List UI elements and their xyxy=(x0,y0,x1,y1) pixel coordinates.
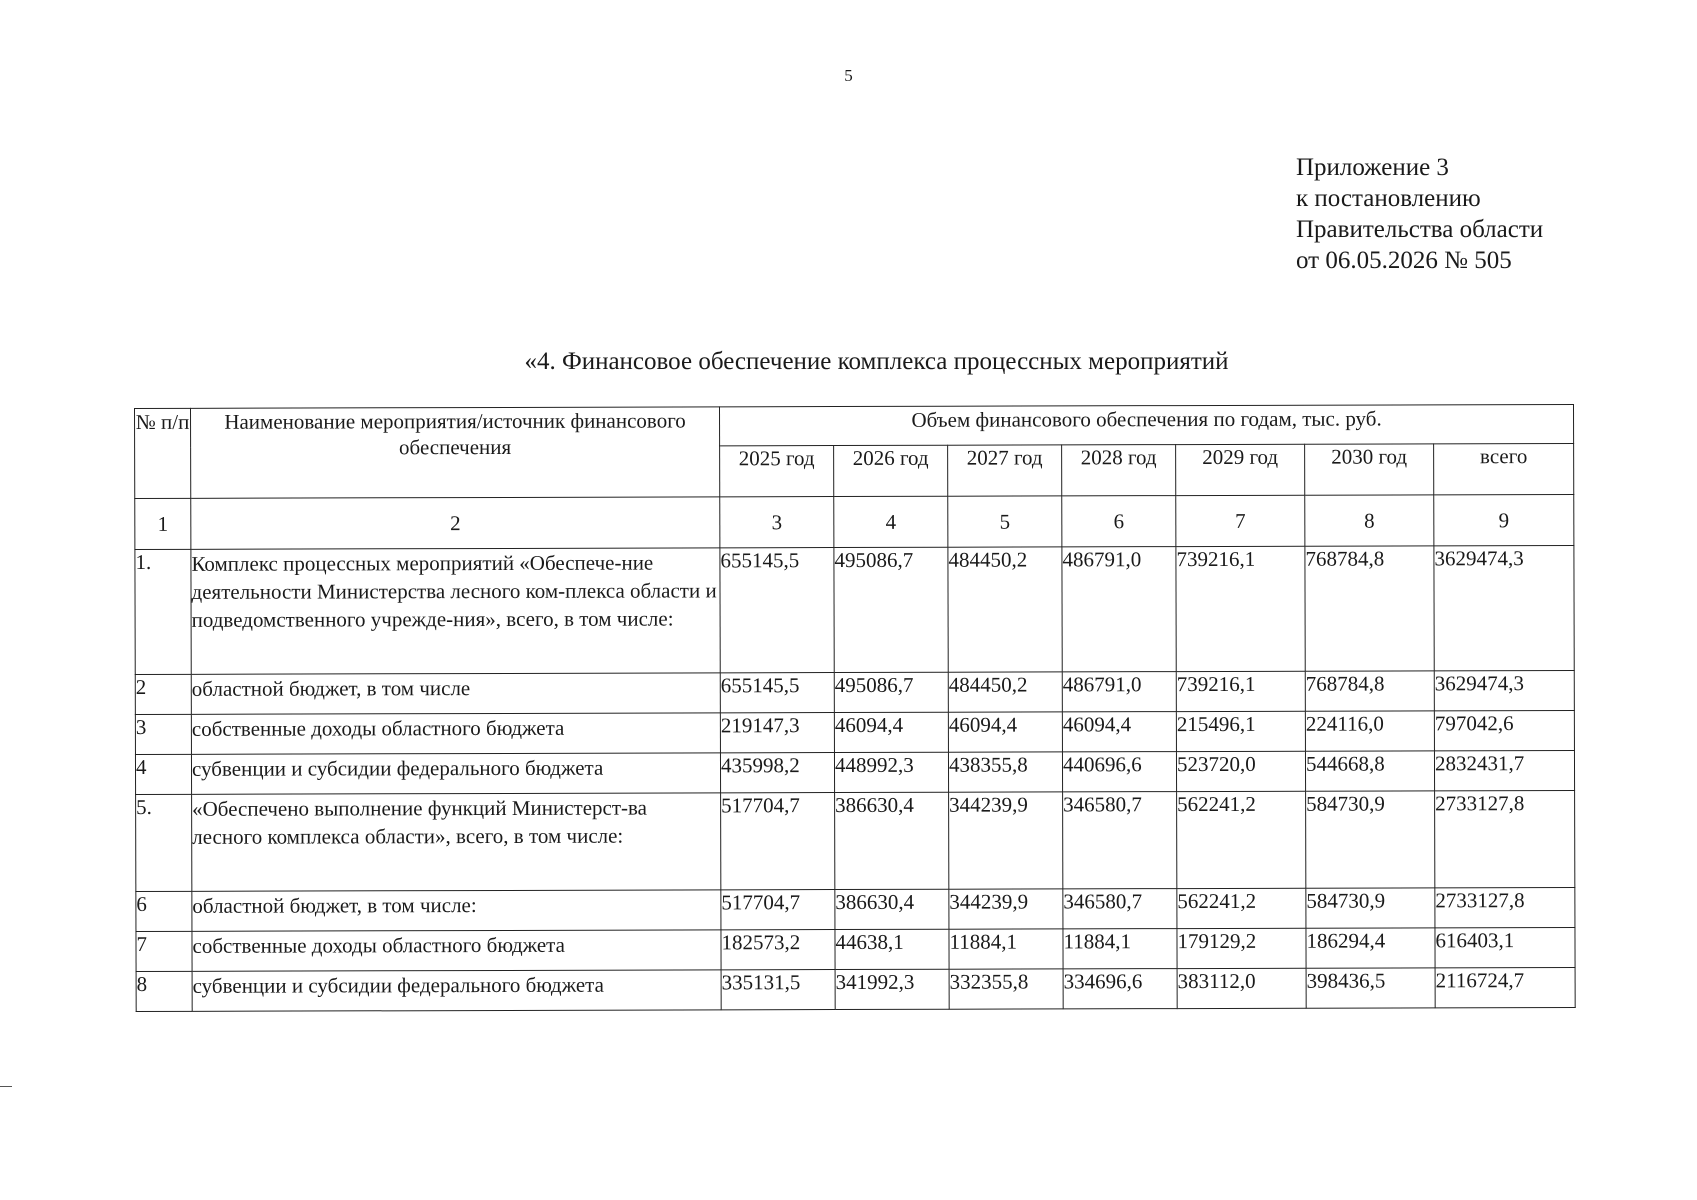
row-number: 6 xyxy=(136,891,192,931)
annex-line-1: Приложение 3 xyxy=(1296,154,1449,181)
row-total: 2733127,8 xyxy=(1435,887,1575,927)
row-number: 4 xyxy=(135,754,191,794)
row-value: 44638,1 xyxy=(835,929,949,969)
row-value: 486791,0 xyxy=(1062,547,1176,672)
row-value: 182573,2 xyxy=(721,930,835,970)
header-year: 2026 год xyxy=(834,445,948,496)
row-value: 186294,4 xyxy=(1306,928,1435,968)
row-total: 2116724,7 xyxy=(1435,967,1575,1007)
row-value: 435998,2 xyxy=(720,753,834,793)
margin-mark xyxy=(0,1086,12,1087)
header-year: 2025 год xyxy=(720,446,834,497)
row-value: 332355,8 xyxy=(949,969,1063,1009)
column-number: 1 xyxy=(135,498,191,549)
annex-line-3: Правительства области xyxy=(1296,216,1544,243)
row-value: 346580,7 xyxy=(1063,792,1177,889)
row-value: 448992,3 xyxy=(834,752,948,792)
column-numbers-row xyxy=(135,494,1574,549)
row-value: 11884,1 xyxy=(949,929,1063,969)
column-number: 6 xyxy=(1062,496,1176,547)
column-number: 7 xyxy=(1176,495,1305,546)
row-name: субвенции и субсидии федерального бюджета xyxy=(191,753,720,794)
annex-line-2: к постановлению xyxy=(1296,185,1481,212)
row-value: 739216,1 xyxy=(1176,546,1305,671)
row-value: 517704,7 xyxy=(721,793,835,890)
table-row xyxy=(136,790,1575,891)
row-total: 3629474,3 xyxy=(1434,545,1574,670)
row-value: 344239,9 xyxy=(949,792,1063,889)
row-value: 484450,2 xyxy=(948,672,1062,712)
row-name: субвенции и субсидии федерального бюджета xyxy=(192,970,721,1011)
row-name: Комплекс процессных мероприятий «Обеспече-ние деятельности Министерства лесного ком-плекса области и подведомственного учрежде-ния», всего, в том числе: xyxy=(191,548,720,674)
row-value: 438355,8 xyxy=(948,752,1062,792)
row-value: 224116,0 xyxy=(1305,711,1434,751)
row-name: собственные доходы областного бюджета xyxy=(191,713,720,754)
row-value: 562241,2 xyxy=(1177,888,1306,928)
column-number: 9 xyxy=(1434,494,1574,545)
header-year: 2027 год xyxy=(948,445,1062,496)
row-number: 7 xyxy=(136,931,192,971)
row-name: «Обеспечено выполнение функций Министерст-ва лесного комплекса области», всего, в том числе: xyxy=(192,793,721,891)
row-value: 655145,5 xyxy=(720,548,834,673)
row-value: 544668,8 xyxy=(1305,751,1434,791)
row-name: областной бюджет, в том числе: xyxy=(192,890,721,931)
document-title: «4. Финансовое обеспечение комплекса процессных мероприятий xyxy=(524,348,1229,375)
row-value: 739216,1 xyxy=(1176,671,1305,711)
table-row xyxy=(136,927,1575,971)
row-value: 655145,5 xyxy=(720,673,834,713)
header-total: всего xyxy=(1434,443,1574,494)
row-value: 386630,4 xyxy=(835,792,949,889)
header-year: 2028 год xyxy=(1062,445,1176,496)
row-value: 219147,3 xyxy=(720,713,834,753)
annex-block xyxy=(1296,152,1543,276)
row-value: 398436,5 xyxy=(1306,968,1435,1008)
financing-table xyxy=(134,404,1576,1012)
column-number: 5 xyxy=(948,496,1062,547)
column-number: 2 xyxy=(191,497,720,549)
header-year: 2029 год xyxy=(1176,444,1305,495)
row-total: 3629474,3 xyxy=(1434,670,1574,710)
table-row xyxy=(136,967,1575,1011)
row-value: 495086,7 xyxy=(834,672,948,712)
row-value: 584730,9 xyxy=(1306,791,1435,888)
row-value: 386630,4 xyxy=(835,889,949,929)
table-row xyxy=(135,670,1574,714)
table-row xyxy=(136,887,1575,931)
header-row xyxy=(135,404,1574,447)
row-value: 562241,2 xyxy=(1177,791,1306,888)
row-value: 46094,4 xyxy=(834,712,948,752)
row-value: 383112,0 xyxy=(1177,968,1306,1008)
table-row xyxy=(135,545,1574,674)
row-value: 523720,0 xyxy=(1176,751,1305,791)
row-value: 486791,0 xyxy=(1062,672,1176,712)
row-total: 616403,1 xyxy=(1435,927,1575,967)
row-total: 2832431,7 xyxy=(1434,750,1574,790)
header-volume: Объем финансового обеспечения по годам, тыс. руб. xyxy=(719,404,1573,445)
row-number: 3 xyxy=(135,714,191,754)
page-number: 5 xyxy=(844,66,853,85)
header-name: Наименование мероприятия/источник финансового обеспечения xyxy=(191,407,720,498)
table-row xyxy=(135,750,1574,794)
row-value: 344239,9 xyxy=(949,889,1063,929)
row-value: 179129,2 xyxy=(1177,928,1306,968)
row-name: собственные доходы областного бюджета xyxy=(192,930,721,971)
row-value: 584730,9 xyxy=(1306,888,1435,928)
row-total: 797042,6 xyxy=(1434,710,1574,750)
table-row xyxy=(135,710,1574,754)
annex-line-4: от 06.05.2026 № 505 xyxy=(1296,247,1512,274)
row-total: 2733127,8 xyxy=(1435,790,1575,887)
row-value: 346580,7 xyxy=(1063,889,1177,929)
row-number: 8 xyxy=(136,971,192,1011)
row-number: 2 xyxy=(135,674,191,714)
row-value: 484450,2 xyxy=(948,547,1062,672)
row-value: 440696,6 xyxy=(1062,752,1176,792)
row-value: 495086,7 xyxy=(834,547,948,672)
row-value: 335131,5 xyxy=(721,970,835,1010)
row-number: 5. xyxy=(136,794,192,891)
row-value: 341992,3 xyxy=(835,969,949,1009)
row-value: 768784,8 xyxy=(1305,671,1434,711)
column-number: 3 xyxy=(720,497,834,548)
row-value: 46094,4 xyxy=(1062,712,1176,752)
column-number: 8 xyxy=(1305,495,1434,546)
row-value: 46094,4 xyxy=(948,712,1062,752)
header-year: 2030 год xyxy=(1305,444,1434,495)
row-value: 215496,1 xyxy=(1176,711,1305,751)
header-num: № п/п xyxy=(135,408,191,498)
row-value: 11884,1 xyxy=(1063,929,1177,969)
row-value: 517704,7 xyxy=(721,890,835,930)
row-value: 768784,8 xyxy=(1305,546,1434,671)
column-number: 4 xyxy=(834,496,948,547)
row-number: 1. xyxy=(135,549,191,674)
row-value: 334696,6 xyxy=(1063,969,1177,1009)
row-name: областной бюджет, в том числе xyxy=(191,673,720,714)
